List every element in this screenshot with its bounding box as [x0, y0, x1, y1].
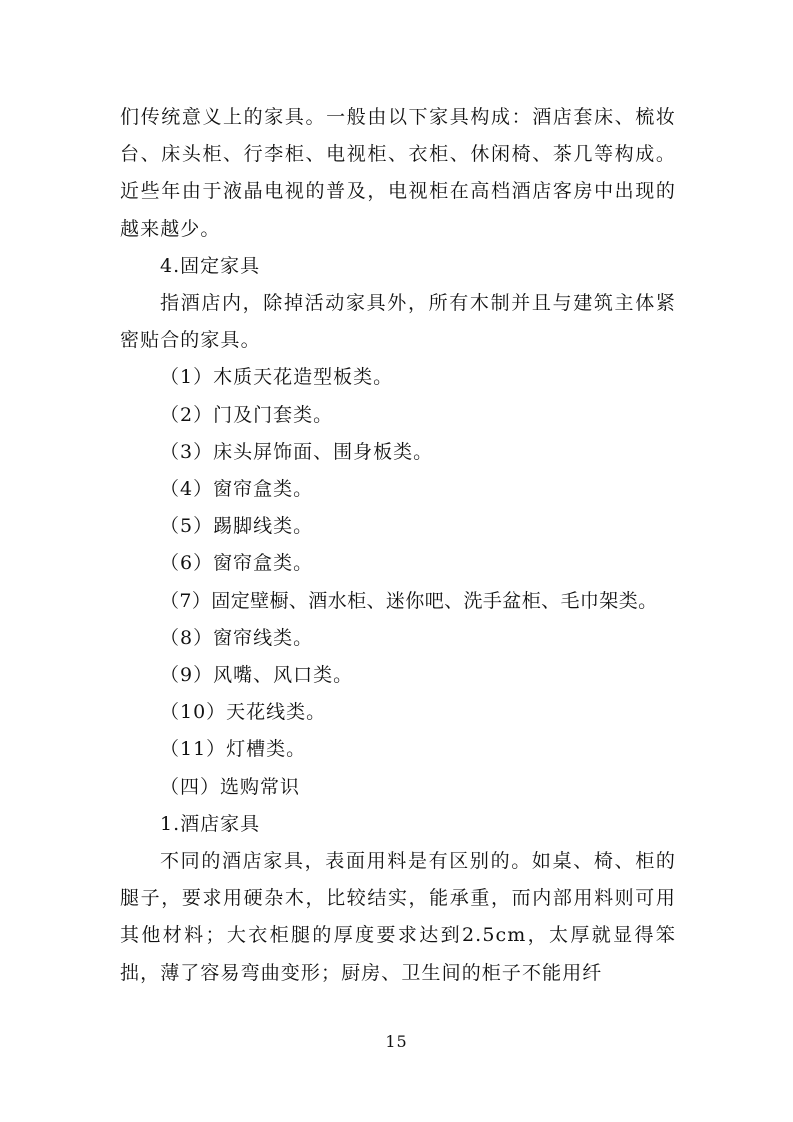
body-text: [120, 99, 676, 992]
list-item: （1）木质天花造型板类。: [160, 366, 394, 389]
list-item: （4）窗帘盒类。: [160, 478, 314, 501]
section-heading-fixed-furniture: 4.固定家具: [160, 254, 261, 277]
list-item: （10）天花线类。: [160, 701, 327, 724]
section-heading-buying-knowledge: （四）选购常识: [160, 775, 301, 798]
section-heading-hotel-furniture: 1.酒店家具: [160, 812, 261, 835]
list-item: （6）窗帘盒类。: [160, 552, 314, 575]
list-item: （11）灯槽类。: [160, 738, 307, 761]
list-item: （7）固定壁橱、酒水柜、迷你吧、洗手盆柜、毛巾架类。: [160, 589, 658, 612]
list-item: （3）床头屏饰面、围身板类。: [160, 440, 434, 463]
paragraph-continued: 们传统意义上的家具。一般由以下家具构成：酒店套床、梳妆台、床头柜、行李柜、电视柜、衣柜、休闲椅、茶几等构成。近些年由于液晶电视的普及，电视柜在高档酒店客房中出现的越来越少。: [120, 106, 676, 240]
page-number: 15: [385, 1032, 408, 1051]
paragraph-hotel-furniture: 不同的酒店家具，表面用料是有区别的。如桌、椅、柜的腿子，要求用硬杂木，比较结实，能承重，而内部用料则可用其他材料；大衣柜腿的厚度要求达到2.5cm，太厚就显得笨拙，薄了容易弯曲变形；厨房、卫生间的柜子不能用纤: [120, 850, 676, 984]
list-item: （5）踢脚线类。: [160, 515, 314, 538]
paragraph-fixed-furniture-definition: 指酒店内，除掉活动家具外，所有木制并且与建筑主体紧密贴合的家具。: [120, 292, 676, 352]
list-item: （2）门及门套类。: [160, 403, 334, 426]
list-item: （8）窗帘线类。: [160, 626, 314, 649]
list-item: （9）风嘴、风口类。: [160, 664, 354, 687]
